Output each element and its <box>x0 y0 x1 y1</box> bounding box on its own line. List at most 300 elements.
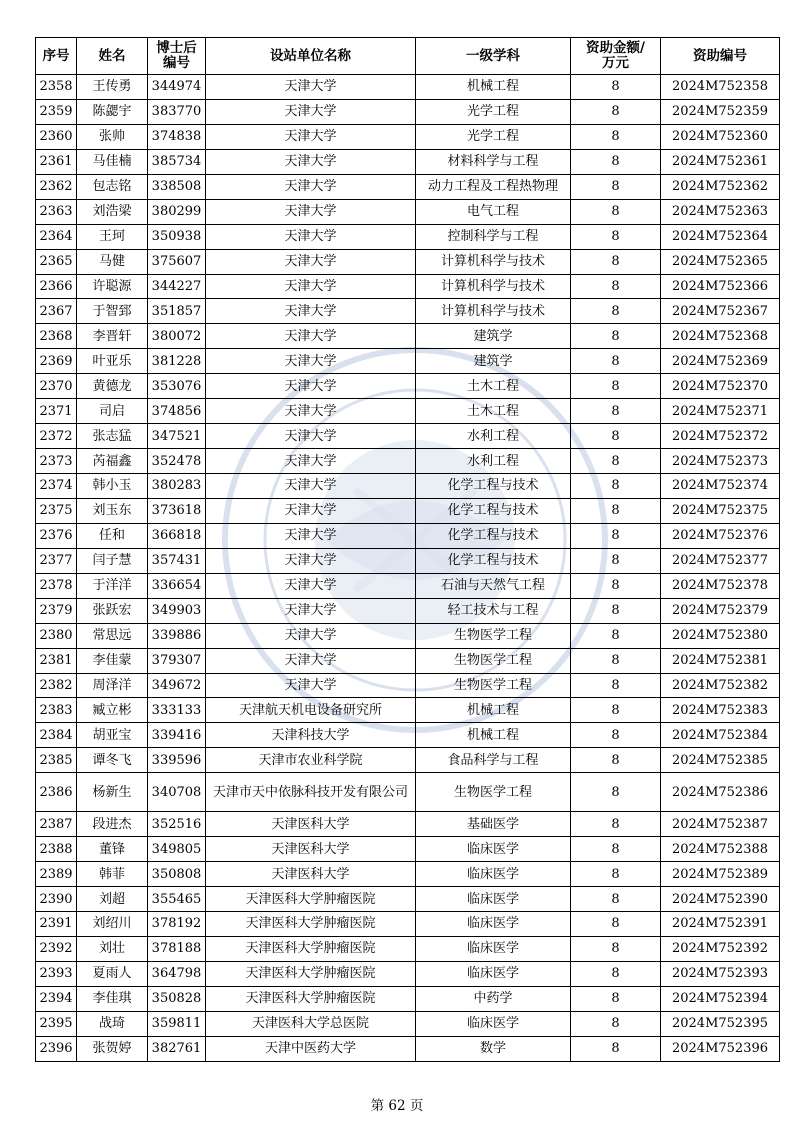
cell-amount: 8 <box>571 474 661 499</box>
cell-seq: 2362 <box>36 174 77 199</box>
cell-grant-id: 2024M752358 <box>661 75 780 100</box>
cell-institution: 天津医科大学肿瘤医院 <box>206 961 416 986</box>
cell-grant-id: 2024M752376 <box>661 523 780 548</box>
cell-name: 韩小玉 <box>77 474 148 499</box>
cell-name: 刘绍川 <box>77 912 148 937</box>
cell-grant-id: 2024M752366 <box>661 274 780 299</box>
cell-postdoc-id: 338508 <box>148 174 206 199</box>
cell-seq: 2358 <box>36 75 77 100</box>
cell-amount: 8 <box>571 174 661 199</box>
cell-grant-id: 2024M752359 <box>661 99 780 124</box>
cell-institution: 天津医科大学 <box>206 812 416 837</box>
cell-name: 任和 <box>77 523 148 548</box>
cell-institution: 天津市天中依脉科技开发有限公司 <box>206 773 416 812</box>
cell-postdoc-id: 357431 <box>148 548 206 573</box>
cell-grant-id: 2024M752371 <box>661 399 780 424</box>
cell-discipline: 石油与天然气工程 <box>416 573 571 598</box>
table-row <box>36 274 780 299</box>
cell-postdoc-id: 350938 <box>148 224 206 249</box>
table-row <box>36 773 780 812</box>
cell-postdoc-id: 344974 <box>148 75 206 100</box>
cell-grant-id: 2024M752360 <box>661 124 780 149</box>
cell-postdoc-id: 352516 <box>148 812 206 837</box>
table-row <box>36 149 780 174</box>
cell-discipline: 生物医学工程 <box>416 673 571 698</box>
col-grant-id-header: 资助编号 <box>661 38 780 75</box>
cell-amount: 8 <box>571 698 661 723</box>
col-seq-header: 序号 <box>36 38 77 75</box>
cell-discipline: 计算机科学与技术 <box>416 249 571 274</box>
cell-grant-id: 2024M752386 <box>661 773 780 812</box>
cell-amount: 8 <box>571 887 661 912</box>
cell-grant-id: 2024M752375 <box>661 498 780 523</box>
cell-name: 马健 <box>77 249 148 274</box>
cell-discipline: 临床医学 <box>416 1011 571 1036</box>
cell-amount: 8 <box>571 299 661 324</box>
cell-amount: 8 <box>571 124 661 149</box>
cell-grant-id: 2024M752363 <box>661 199 780 224</box>
cell-amount: 8 <box>571 324 661 349</box>
cell-grant-id: 2024M752373 <box>661 449 780 474</box>
cell-discipline: 临床医学 <box>416 862 571 887</box>
table-row <box>36 474 780 499</box>
cell-institution: 天津大学 <box>206 324 416 349</box>
cell-institution: 天津大学 <box>206 249 416 274</box>
cell-amount: 8 <box>571 623 661 648</box>
cell-discipline: 水利工程 <box>416 424 571 449</box>
cell-amount: 8 <box>571 399 661 424</box>
cell-seq: 2359 <box>36 99 77 124</box>
cell-postdoc-id: 347521 <box>148 424 206 449</box>
cell-amount: 8 <box>571 912 661 937</box>
cell-amount: 8 <box>571 986 661 1011</box>
cell-postdoc-id: 353076 <box>148 374 206 399</box>
cell-institution: 天津中医药大学 <box>206 1036 416 1061</box>
cell-postdoc-id: 380283 <box>148 474 206 499</box>
table-row <box>36 99 780 124</box>
cell-institution: 天津大学 <box>206 299 416 324</box>
cell-institution: 天津科技大学 <box>206 723 416 748</box>
cell-name: 刘超 <box>77 887 148 912</box>
table-row <box>36 623 780 648</box>
cell-seq: 2378 <box>36 573 77 598</box>
cell-discipline: 化学工程与技术 <box>416 548 571 573</box>
cell-seq: 2395 <box>36 1011 77 1036</box>
cell-discipline: 电气工程 <box>416 199 571 224</box>
cell-amount: 8 <box>571 837 661 862</box>
cell-seq: 2385 <box>36 748 77 773</box>
cell-grant-id: 2024M752361 <box>661 149 780 174</box>
cell-grant-id: 2024M752387 <box>661 812 780 837</box>
cell-seq: 2368 <box>36 324 77 349</box>
cell-discipline: 轻工技术与工程 <box>416 598 571 623</box>
cell-name: 王珂 <box>77 224 148 249</box>
cell-institution: 天津医科大学肿瘤医院 <box>206 912 416 937</box>
table-row <box>36 862 780 887</box>
table-row <box>36 812 780 837</box>
cell-name: 战琦 <box>77 1011 148 1036</box>
cell-name: 李晋轩 <box>77 324 148 349</box>
table-row <box>36 837 780 862</box>
cell-postdoc-id: 350808 <box>148 862 206 887</box>
table-row <box>36 548 780 573</box>
table-row <box>36 698 780 723</box>
cell-institution: 天津大学 <box>206 673 416 698</box>
cell-institution: 天津市农业科学院 <box>206 748 416 773</box>
page-number: 第 62 页 <box>370 1098 424 1114</box>
cell-postdoc-id: 375607 <box>148 249 206 274</box>
cell-name: 张贺婷 <box>77 1036 148 1061</box>
cell-seq: 2375 <box>36 498 77 523</box>
cell-discipline: 机械工程 <box>416 698 571 723</box>
cell-amount: 8 <box>571 449 661 474</box>
cell-grant-id: 2024M752380 <box>661 623 780 648</box>
cell-amount: 8 <box>571 99 661 124</box>
cell-discipline: 机械工程 <box>416 75 571 100</box>
table-row <box>36 199 780 224</box>
table-row <box>36 748 780 773</box>
cell-postdoc-id: 380072 <box>148 324 206 349</box>
cell-name: 陈勰宇 <box>77 99 148 124</box>
table-row <box>36 299 780 324</box>
cell-institution: 天津大学 <box>206 548 416 573</box>
cell-postdoc-id: 359811 <box>148 1011 206 1036</box>
cell-discipline: 临床医学 <box>416 961 571 986</box>
cell-discipline: 基础医学 <box>416 812 571 837</box>
cell-grant-id: 2024M752364 <box>661 224 780 249</box>
cell-name: 司启 <box>77 399 148 424</box>
cell-amount: 8 <box>571 598 661 623</box>
cell-grant-id: 2024M752374 <box>661 474 780 499</box>
cell-name: 马佳楠 <box>77 149 148 174</box>
cell-postdoc-id: 379307 <box>148 648 206 673</box>
cell-grant-id: 2024M752383 <box>661 698 780 723</box>
table-row <box>36 523 780 548</box>
cell-amount: 8 <box>571 812 661 837</box>
cell-name: 闫子慧 <box>77 548 148 573</box>
col-institution-header: 设站单位名称 <box>206 38 416 75</box>
cell-discipline: 临床医学 <box>416 837 571 862</box>
cell-seq: 2382 <box>36 673 77 698</box>
cell-grant-id: 2024M752379 <box>661 598 780 623</box>
cell-grant-id: 2024M752390 <box>661 887 780 912</box>
cell-seq: 2380 <box>36 623 77 648</box>
cell-grant-id: 2024M752365 <box>661 249 780 274</box>
cell-institution: 天津大学 <box>206 75 416 100</box>
cell-postdoc-id: 364798 <box>148 961 206 986</box>
cell-discipline: 计算机科学与技术 <box>416 299 571 324</box>
cell-grant-id: 2024M752370 <box>661 374 780 399</box>
cell-postdoc-id: 385734 <box>148 149 206 174</box>
cell-seq: 2365 <box>36 249 77 274</box>
cell-name: 王传勇 <box>77 75 148 100</box>
cell-seq: 2394 <box>36 986 77 1011</box>
cell-name: 李佳蒙 <box>77 648 148 673</box>
cell-amount: 8 <box>571 773 661 812</box>
cell-amount: 8 <box>571 548 661 573</box>
cell-seq: 2383 <box>36 698 77 723</box>
cell-discipline: 材料科学与工程 <box>416 149 571 174</box>
cell-grant-id: 2024M752382 <box>661 673 780 698</box>
cell-seq: 2376 <box>36 523 77 548</box>
cell-postdoc-id: 366818 <box>148 523 206 548</box>
cell-postdoc-id: 333133 <box>148 698 206 723</box>
cell-postdoc-id: 350828 <box>148 986 206 1011</box>
cell-institution: 天津大学 <box>206 623 416 648</box>
cell-postdoc-id: 381228 <box>148 349 206 374</box>
cell-amount: 8 <box>571 424 661 449</box>
cell-amount: 8 <box>571 274 661 299</box>
table-row <box>36 912 780 937</box>
cell-postdoc-id: 351857 <box>148 299 206 324</box>
cell-grant-id: 2024M752377 <box>661 548 780 573</box>
cell-amount: 8 <box>571 349 661 374</box>
cell-grant-id: 2024M752381 <box>661 648 780 673</box>
cell-name: 芮福鑫 <box>77 449 148 474</box>
cell-name: 常思远 <box>77 623 148 648</box>
cell-grant-id: 2024M752393 <box>661 961 780 986</box>
cell-grant-id: 2024M752362 <box>661 174 780 199</box>
table-row <box>36 498 780 523</box>
cell-name: 于智郅 <box>77 299 148 324</box>
cell-amount: 8 <box>571 862 661 887</box>
table-row <box>36 249 780 274</box>
cell-seq: 2388 <box>36 837 77 862</box>
cell-seq: 2360 <box>36 124 77 149</box>
cell-name: 刘壮 <box>77 936 148 961</box>
cell-institution: 天津大学 <box>206 224 416 249</box>
table-row <box>36 648 780 673</box>
cell-seq: 2387 <box>36 812 77 837</box>
cell-discipline: 光学工程 <box>416 124 571 149</box>
cell-discipline: 临床医学 <box>416 936 571 961</box>
table-row <box>36 673 780 698</box>
cell-amount: 8 <box>571 936 661 961</box>
cell-amount: 8 <box>571 573 661 598</box>
funding-table <box>35 37 780 1062</box>
cell-institution: 天津大学 <box>206 498 416 523</box>
cell-grant-id: 2024M752368 <box>661 324 780 349</box>
cell-grant-id: 2024M752384 <box>661 723 780 748</box>
cell-name: 张帅 <box>77 124 148 149</box>
table-row <box>36 449 780 474</box>
cell-amount: 8 <box>571 1036 661 1061</box>
cell-grant-id: 2024M752372 <box>661 424 780 449</box>
cell-seq: 2384 <box>36 723 77 748</box>
cell-postdoc-id: 349672 <box>148 673 206 698</box>
cell-discipline: 控制科学与工程 <box>416 224 571 249</box>
cell-discipline: 光学工程 <box>416 99 571 124</box>
cell-institution: 天津医科大学总医院 <box>206 1011 416 1036</box>
cell-seq: 2363 <box>36 199 77 224</box>
cell-institution: 天津大学 <box>206 648 416 673</box>
cell-institution: 天津大学 <box>206 474 416 499</box>
cell-postdoc-id: 336654 <box>148 573 206 598</box>
cell-postdoc-id: 355465 <box>148 887 206 912</box>
table-row <box>36 573 780 598</box>
cell-name: 韩菲 <box>77 862 148 887</box>
cell-discipline: 建筑学 <box>416 349 571 374</box>
cell-postdoc-id: 339886 <box>148 623 206 648</box>
cell-discipline: 土木工程 <box>416 374 571 399</box>
cell-postdoc-id: 374838 <box>148 124 206 149</box>
cell-name: 刘浩梁 <box>77 199 148 224</box>
cell-amount: 8 <box>571 648 661 673</box>
cell-postdoc-id: 344227 <box>148 274 206 299</box>
cell-discipline: 水利工程 <box>416 449 571 474</box>
cell-discipline: 计算机科学与技术 <box>416 274 571 299</box>
cell-name: 臧立彬 <box>77 698 148 723</box>
cell-amount: 8 <box>571 1011 661 1036</box>
cell-institution: 天津大学 <box>206 199 416 224</box>
table-row <box>36 936 780 961</box>
cell-seq: 2389 <box>36 862 77 887</box>
cell-postdoc-id: 380299 <box>148 199 206 224</box>
table-row <box>36 1011 780 1036</box>
cell-institution: 天津大学 <box>206 274 416 299</box>
cell-amount: 8 <box>571 199 661 224</box>
cell-name: 刘玉东 <box>77 498 148 523</box>
cell-seq: 2367 <box>36 299 77 324</box>
table-row <box>36 174 780 199</box>
table-row <box>36 349 780 374</box>
cell-institution: 天津医科大学肿瘤医院 <box>206 936 416 961</box>
cell-discipline: 临床医学 <box>416 912 571 937</box>
cell-grant-id: 2024M752394 <box>661 986 780 1011</box>
table-row <box>36 399 780 424</box>
cell-institution: 天津大学 <box>206 449 416 474</box>
col-postdoc-id-header: 博士后 编号 <box>148 38 206 75</box>
table-row <box>36 75 780 100</box>
cell-institution: 天津大学 <box>206 99 416 124</box>
cell-grant-id: 2024M752396 <box>661 1036 780 1061</box>
cell-name: 夏雨人 <box>77 961 148 986</box>
table-row <box>36 374 780 399</box>
cell-seq: 2366 <box>36 274 77 299</box>
cell-name: 段进杰 <box>77 812 148 837</box>
cell-amount: 8 <box>571 75 661 100</box>
cell-institution: 天津大学 <box>206 424 416 449</box>
cell-name: 叶亚乐 <box>77 349 148 374</box>
cell-discipline: 动力工程及工程热物理 <box>416 174 571 199</box>
cell-postdoc-id: 378188 <box>148 936 206 961</box>
col-name-header: 姓名 <box>77 38 148 75</box>
cell-postdoc-id: 339416 <box>148 723 206 748</box>
cell-seq: 2391 <box>36 912 77 937</box>
cell-postdoc-id: 382761 <box>148 1036 206 1061</box>
cell-discipline: 建筑学 <box>416 324 571 349</box>
cell-name: 张跃宏 <box>77 598 148 623</box>
cell-discipline: 化学工程与技术 <box>416 474 571 499</box>
cell-seq: 2390 <box>36 887 77 912</box>
cell-name: 李佳琪 <box>77 986 148 1011</box>
cell-discipline: 机械工程 <box>416 723 571 748</box>
cell-discipline: 中药学 <box>416 986 571 1011</box>
cell-seq: 2381 <box>36 648 77 673</box>
cell-seq: 2373 <box>36 449 77 474</box>
cell-discipline: 土木工程 <box>416 399 571 424</box>
cell-amount: 8 <box>571 224 661 249</box>
cell-seq: 2396 <box>36 1036 77 1061</box>
cell-postdoc-id: 349805 <box>148 837 206 862</box>
cell-name: 胡亚宝 <box>77 723 148 748</box>
col-discipline-header: 一级学科 <box>416 38 571 75</box>
table-row <box>36 124 780 149</box>
table-row <box>36 424 780 449</box>
cell-grant-id: 2024M752378 <box>661 573 780 598</box>
cell-grant-id: 2024M752385 <box>661 748 780 773</box>
cell-institution: 天津大学 <box>206 174 416 199</box>
cell-amount: 8 <box>571 374 661 399</box>
table-body <box>36 75 780 1062</box>
table-row <box>36 887 780 912</box>
cell-institution: 天津大学 <box>206 349 416 374</box>
cell-institution: 天津大学 <box>206 149 416 174</box>
cell-institution: 天津大学 <box>206 573 416 598</box>
cell-institution: 天津医科大学 <box>206 837 416 862</box>
cell-postdoc-id: 339596 <box>148 748 206 773</box>
cell-seq: 2369 <box>36 349 77 374</box>
cell-postdoc-id: 383770 <box>148 99 206 124</box>
cell-discipline: 数学 <box>416 1036 571 1061</box>
cell-grant-id: 2024M752369 <box>661 349 780 374</box>
col-amount-header: 资助金额/ 万元 <box>571 38 661 75</box>
cell-postdoc-id: 340708 <box>148 773 206 812</box>
cell-institution: 天津大学 <box>206 399 416 424</box>
cell-institution: 天津大学 <box>206 523 416 548</box>
cell-name: 谭冬飞 <box>77 748 148 773</box>
cell-grant-id: 2024M752391 <box>661 912 780 937</box>
cell-amount: 8 <box>571 498 661 523</box>
cell-name: 包志铭 <box>77 174 148 199</box>
cell-discipline: 生物医学工程 <box>416 773 571 812</box>
table-row <box>36 986 780 1011</box>
cell-discipline: 化学工程与技术 <box>416 523 571 548</box>
cell-name: 张志猛 <box>77 424 148 449</box>
table-row <box>36 324 780 349</box>
cell-name: 董锋 <box>77 837 148 862</box>
cell-institution: 天津大学 <box>206 598 416 623</box>
cell-name: 许聪源 <box>77 274 148 299</box>
cell-amount: 8 <box>571 748 661 773</box>
cell-postdoc-id: 378192 <box>148 912 206 937</box>
cell-postdoc-id: 373618 <box>148 498 206 523</box>
cell-seq: 2372 <box>36 424 77 449</box>
cell-seq: 2379 <box>36 598 77 623</box>
table-row <box>36 723 780 748</box>
cell-seq: 2364 <box>36 224 77 249</box>
cell-institution: 天津航天机电设备研究所 <box>206 698 416 723</box>
cell-institution: 天津医科大学肿瘤医院 <box>206 986 416 1011</box>
cell-name: 于洋洋 <box>77 573 148 598</box>
cell-seq: 2377 <box>36 548 77 573</box>
table-row <box>36 1036 780 1061</box>
cell-amount: 8 <box>571 673 661 698</box>
cell-postdoc-id: 374856 <box>148 399 206 424</box>
cell-grant-id: 2024M752388 <box>661 837 780 862</box>
cell-seq: 2361 <box>36 149 77 174</box>
cell-amount: 8 <box>571 723 661 748</box>
cell-discipline: 食品科学与工程 <box>416 748 571 773</box>
cell-discipline: 生物医学工程 <box>416 648 571 673</box>
cell-discipline: 临床医学 <box>416 887 571 912</box>
cell-amount: 8 <box>571 249 661 274</box>
cell-grant-id: 2024M752367 <box>661 299 780 324</box>
cell-amount: 8 <box>571 523 661 548</box>
cell-name: 周泽洋 <box>77 673 148 698</box>
cell-seq: 2371 <box>36 399 77 424</box>
cell-amount: 8 <box>571 149 661 174</box>
